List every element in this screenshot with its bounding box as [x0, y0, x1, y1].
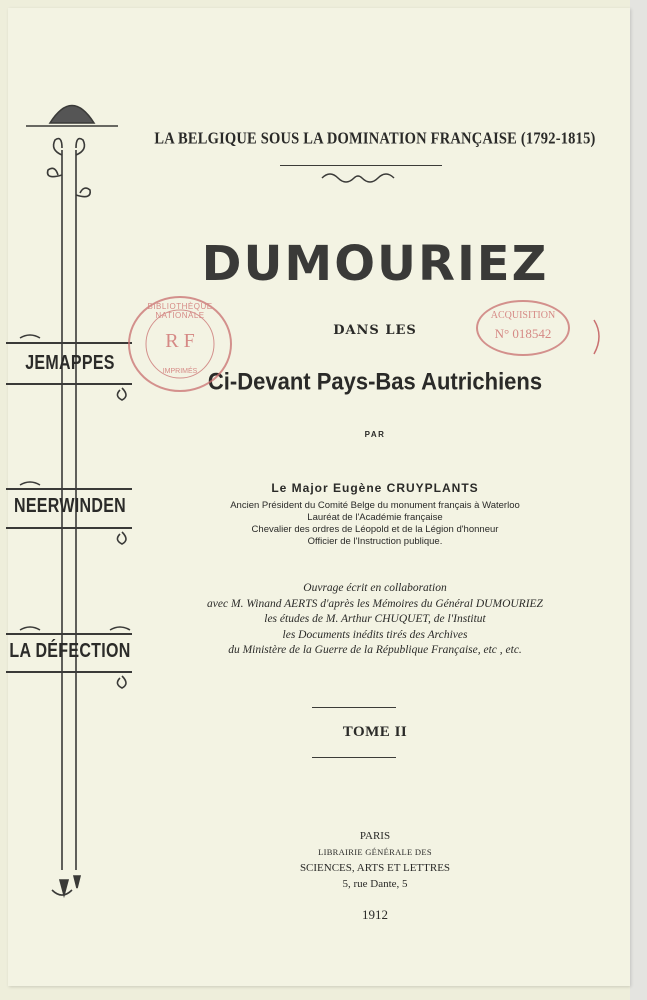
imprint-address: 5, rue Dante, 5: [342, 878, 408, 890]
credential-line: Chevalier des ordres de Léopold et de la Légion d'honneur: [251, 524, 499, 535]
credential-line: Ancien Président du Comité Belge du monument français à Waterloo: [230, 500, 520, 511]
bn-stamp: [128, 296, 232, 392]
credential-line: Lauréat de l'Académie française: [307, 512, 443, 523]
book-title: DUMOURIEZ: [201, 236, 549, 292]
collab-line: les études de M. Arthur CHUQUET, de l'Institut: [264, 613, 486, 625]
bn-stamp-text: BIBLIOTHÈQUE NATIONALE: [147, 302, 213, 320]
divider: [312, 707, 396, 708]
credential-line: Officier de l'Instruction publique.: [307, 536, 443, 547]
publication-year: 1912: [362, 907, 388, 922]
par: PAR: [364, 430, 386, 439]
side-ornament: [0, 0, 140, 920]
scan-edge: [630, 0, 647, 1000]
collab-line: du Ministère de la Guerre de la République Française, etc , etc.: [228, 644, 522, 656]
divider: [280, 165, 442, 166]
bn-stamp-center: R F: [165, 330, 195, 352]
stamp-arc: [590, 318, 606, 358]
author-name: Le Major Eugène CRUYPLANTS: [271, 481, 479, 495]
imprint-publisher-2: SCIENCES, ARTS ET LETTRES: [299, 862, 451, 874]
imprint: [130, 828, 620, 892]
side-label-defection: LA DÉFECTION: [9, 640, 131, 662]
side-label-jemappes: JEMAPPES: [25, 352, 115, 374]
tome-number: TOME II: [342, 724, 408, 740]
collab-line: avec M. Winand AERTS d'après les Mémoires du Général DUMOURIEZ: [207, 597, 543, 610]
flourish-ornament-icon: [318, 168, 398, 188]
book-subtitle: Ci-Devant Pays-Bas Autrichiens: [207, 367, 543, 396]
imprint-city: PARIS: [359, 830, 391, 842]
bn-stamp-bottom: IMPRIMÉS: [162, 368, 198, 375]
collaboration-note: [130, 581, 620, 659]
collab-line: les Documents inédits tirés des Archives: [282, 628, 468, 641]
credentials: [130, 500, 620, 548]
shell-ornament-icon: [50, 106, 94, 124]
imprint-publisher: LIBRAIRIE GÉNÉRALE DES: [318, 847, 432, 857]
acquisition-stamp: [476, 300, 570, 356]
collab-line: Ouvrage écrit en collaboration: [303, 582, 447, 594]
acq-number: N° 018542: [494, 326, 552, 341]
side-label-neerwinden: NEERWINDEN: [13, 495, 127, 517]
divider: [312, 757, 396, 758]
series-title: LA BELGIQUE SOUS LA DOMINATION FRANÇAISE (1792-1815): [154, 129, 596, 149]
acq-label: ACQUISITION: [490, 310, 556, 321]
dans-les: DANS LES: [333, 323, 417, 338]
